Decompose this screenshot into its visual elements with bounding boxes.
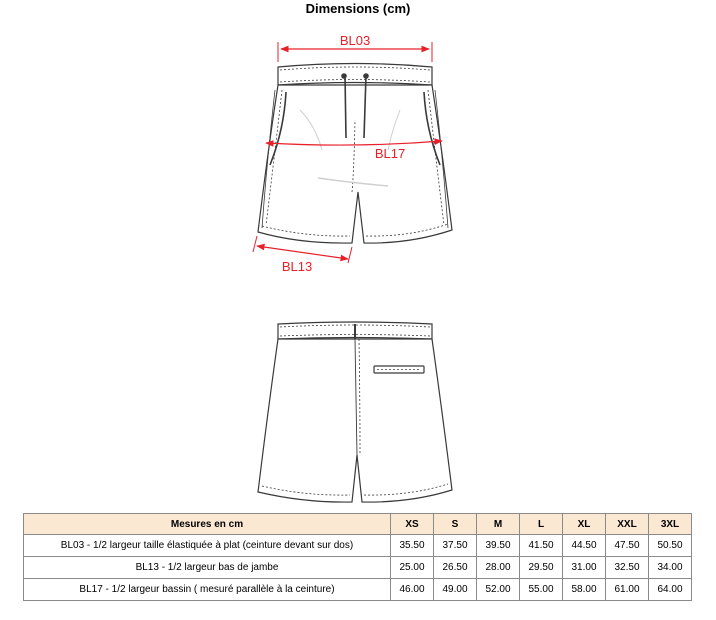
cell-value: 34.00 [649,557,692,579]
cell-value: 37.50 [434,535,477,557]
cell-value: 41.50 [520,535,563,557]
size-header: XXL [606,514,649,535]
cell-value: 29.50 [520,557,563,579]
cell-value: 52.00 [477,579,520,601]
front-view [258,64,452,244]
cell-value: 49.00 [434,579,477,601]
back-view [258,322,452,502]
table-row [24,579,692,601]
cell-value: 58.00 [563,579,606,601]
size-header: XS [391,514,434,535]
cell-value: 47.50 [606,535,649,557]
cell-value: 61.00 [606,579,649,601]
cell-value: 32.50 [606,557,649,579]
cell-value: 46.00 [391,579,434,601]
page-title: Dimensions (cm) [305,1,411,16]
waist-label: BL03 [339,33,371,48]
size-header: M [477,514,520,535]
leg-label: BL13 [281,259,313,274]
row-label: BL03 - 1/2 largeur taille élastiquée à plat (ceinture devant sur dos) [24,535,391,557]
cell-value: 39.50 [477,535,520,557]
size-header: XL [563,514,606,535]
cell-value: 35.50 [391,535,434,557]
size-header: L [520,514,563,535]
cell-value: 25.00 [391,557,434,579]
measure-waist [278,33,432,62]
table-row [24,535,692,557]
cell-value: 44.50 [563,535,606,557]
table-header-row [24,514,692,535]
row-label: BL13 - 1/2 largeur bas de jambe [24,557,391,579]
hip-label: BL17 [374,146,406,161]
cell-value: 50.50 [649,535,692,557]
cell-value: 28.00 [477,557,520,579]
header-label: Mesures en cm [24,514,391,535]
size-table [23,513,692,601]
row-label: BL17 - 1/2 largeur bassin ( mesuré parallèle à la ceinture) [24,579,391,601]
cell-value: 31.00 [563,557,606,579]
cell-value: 64.00 [649,579,692,601]
cell-value: 26.50 [434,557,477,579]
table-row [24,557,692,579]
size-header: S [434,514,477,535]
cell-value: 55.00 [520,579,563,601]
size-header: 3XL [649,514,692,535]
